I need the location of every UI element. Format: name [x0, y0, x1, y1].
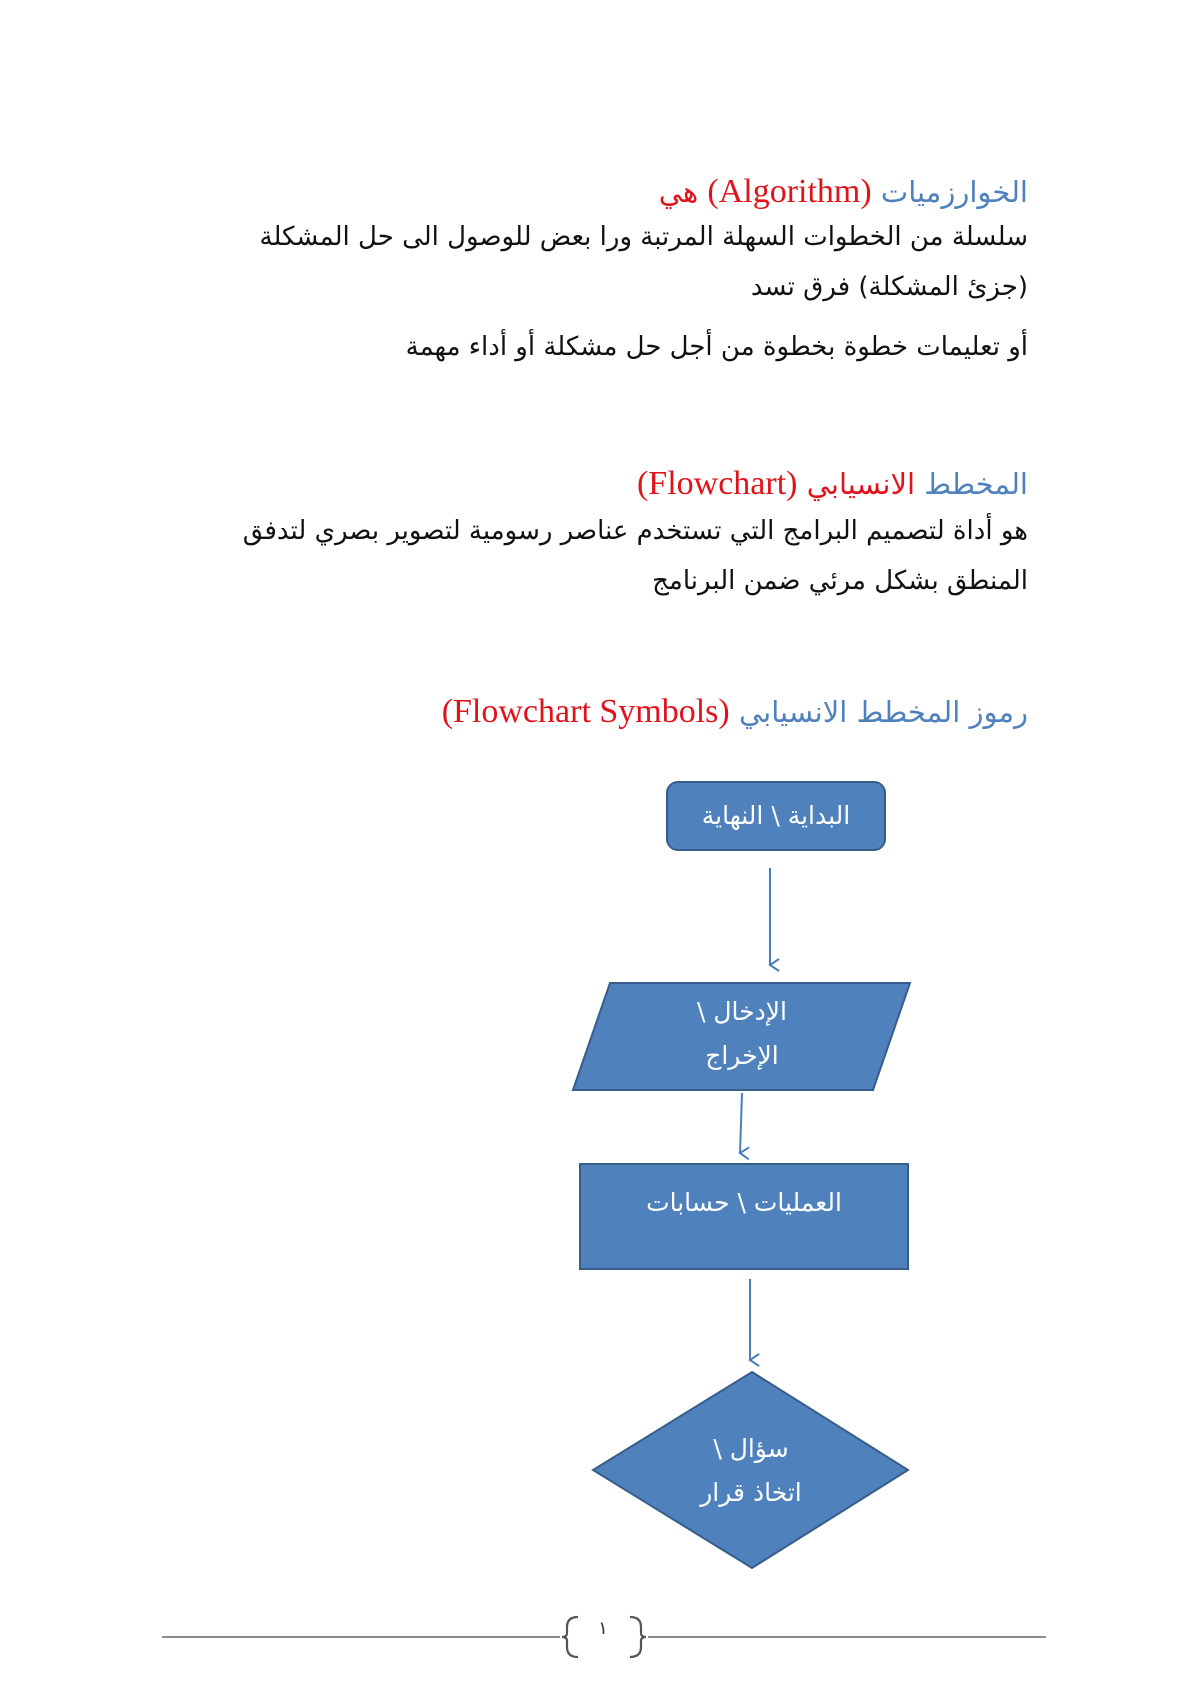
io-label-line2: الإخراج: [705, 1041, 779, 1070]
decision-label-line1: سؤال \: [713, 1434, 789, 1463]
decision-label-line2: اتخاذ قرار: [700, 1478, 802, 1507]
arrow-io-to-process: [740, 1093, 742, 1153]
footer-left-bracket: [562, 1617, 578, 1657]
footer-right-bracket: [630, 1617, 646, 1657]
flowchart-definition: هو أداة لتصميم البرامج التي تستخدم عناصر رسومية لتصوير بصري لتدفق المنطق بشكل مرئي ضمن البرنامج: [242, 516, 1028, 596]
terminal-label: البداية \ النهاية: [701, 801, 851, 830]
io-label: [600, 990, 884, 1078]
decision-label: [623, 1427, 879, 1515]
symbols-heading-english: (Flowchart Symbols): [441, 693, 730, 730]
algorithm-heading-tail: هي: [658, 175, 699, 209]
algorithm-heading-english: (Algorithm): [707, 173, 872, 210]
page-number: ١: [598, 1618, 608, 1639]
algorithm-alt-definition: أو تعليمات خطوة بخطوة من أجل حل مشكلة أو أداء مهمة: [405, 332, 1028, 362]
process-label: العمليات \ حسابات: [646, 1188, 842, 1217]
symbols-heading-arabic: رموز المخطط الانسيابي: [738, 695, 1028, 729]
algorithm-definition: سلسلة من الخطوات السهلة المرتبة ورا بعض للوصول الى حل المشكلة (جزئ المشكلة) فرق تسد: [259, 222, 1028, 302]
algorithm-heading-arabic: الخوارزميات: [880, 175, 1028, 209]
flowchart-heading-english: (Flowchart): [636, 465, 798, 502]
io-label-line1: الإدخال \: [697, 997, 787, 1026]
flowchart-heading-arabic-red: الانسيابي: [806, 467, 916, 501]
flowchart-heading-arabic: المخطط: [924, 467, 1028, 501]
